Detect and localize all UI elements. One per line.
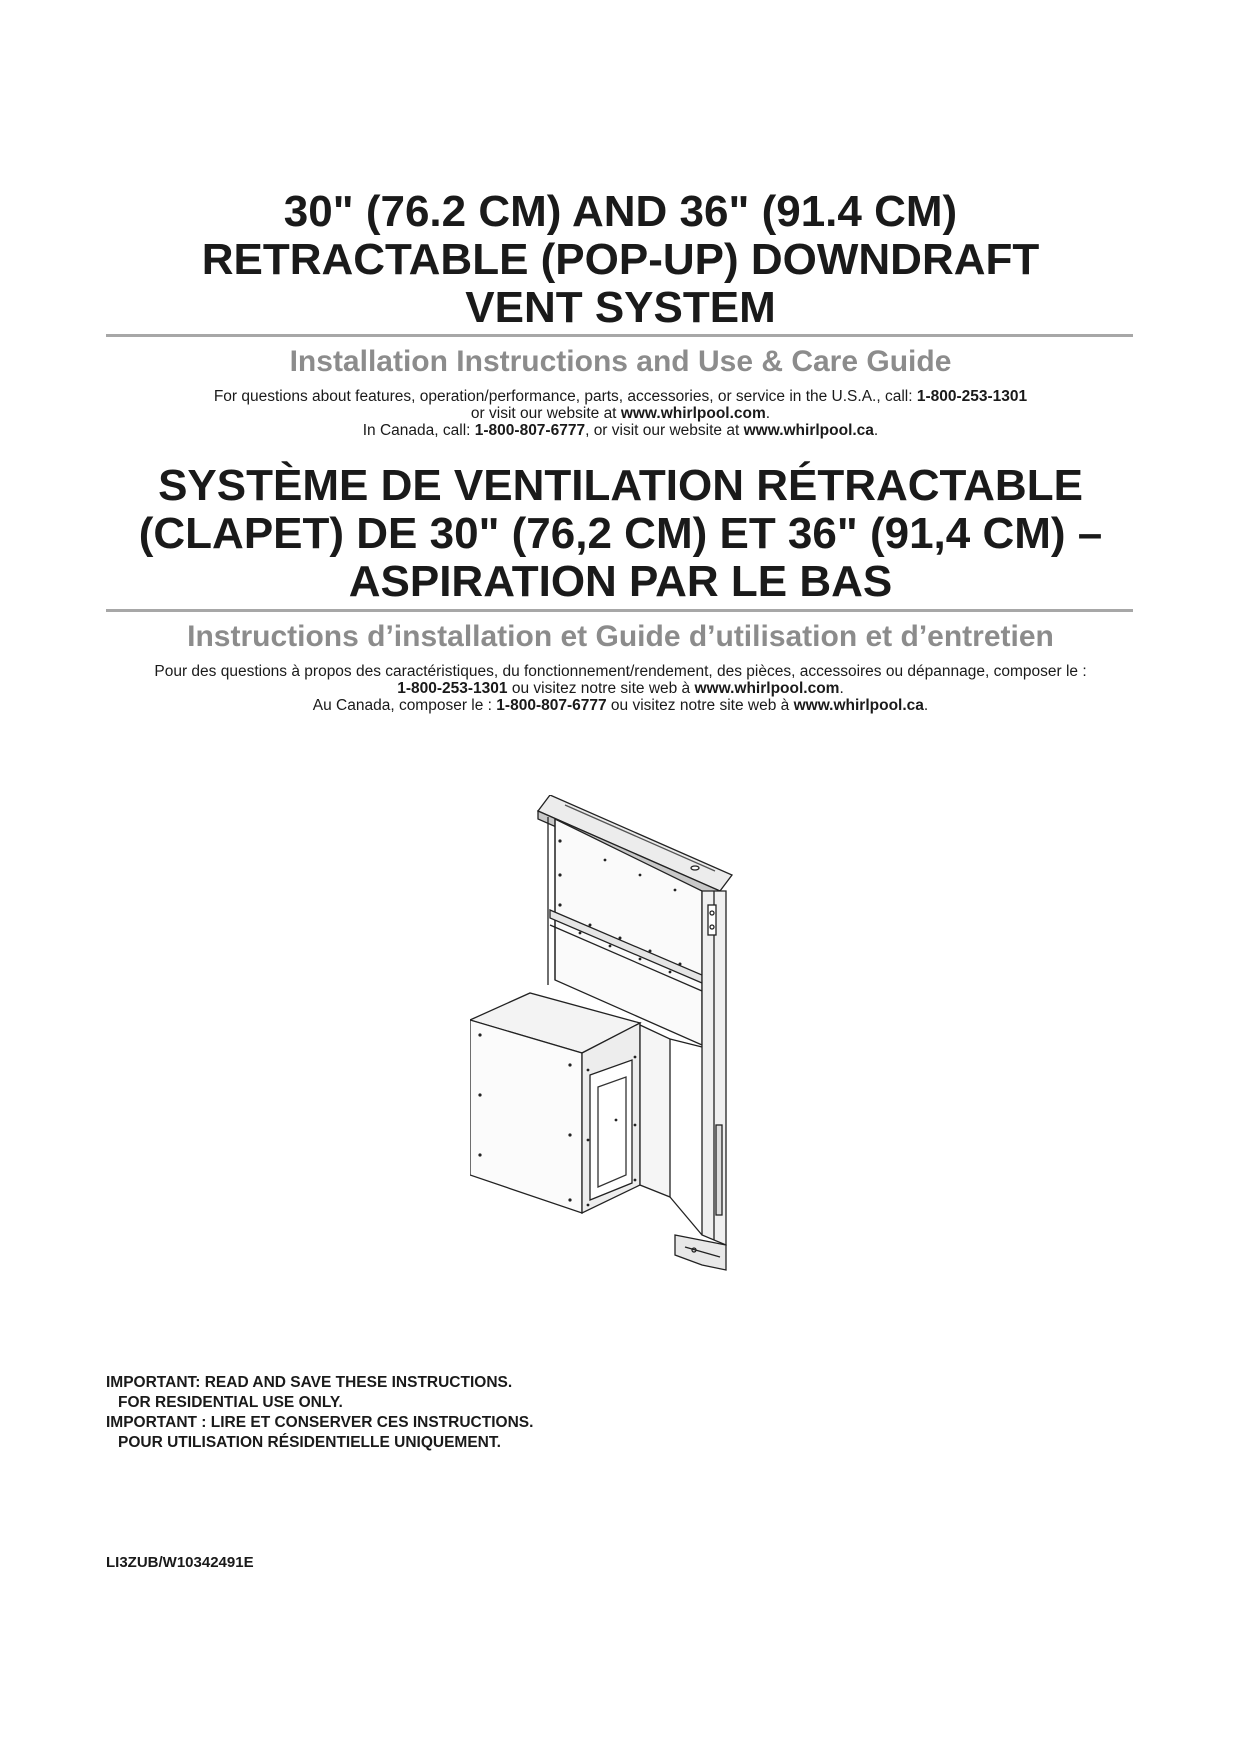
us-website: www.whirlpool.com: [694, 680, 840, 697]
contact-text: Au Canada, composer le :: [312, 697, 497, 714]
french-title-line-1: SYSTÈME DE VENTILATION RÉTRACTABLE: [158, 461, 1083, 510]
important-note-french: IMPORTANT : LIRE ET CONSERVER CES INSTRUCTIONS.: [106, 1414, 534, 1431]
french-divider: [106, 609, 1133, 612]
english-contact-info: [0, 388, 1241, 439]
us-website: www.whirlpool.com: [620, 405, 766, 422]
english-contact-line-2: [0, 405, 1241, 422]
english-title-line-2: RETRACTABLE (POP-UP) DOWNDRAFT: [201, 235, 1040, 284]
us-phone-number: 1-800-253-1301: [397, 680, 508, 697]
contact-text: ou visitez notre site web à: [606, 697, 794, 714]
punctuation: .: [873, 422, 879, 439]
french-contact-info: [0, 663, 1241, 714]
residential-note-french: POUR UTILISATION RÉSIDENTIELLE UNIQUEMENT.: [118, 1434, 501, 1451]
canada-phone-number: 1-800-807-6777: [474, 422, 586, 439]
contact-text: or visit our website at: [470, 405, 621, 422]
french-title-line-2: (CLAPET) DE 30" (76,2 CM) ET 36" (91,4 CM) –: [138, 509, 1103, 558]
contact-text: In Canada, call:: [362, 422, 475, 439]
document-code: LI3ZUB/W10342491E: [106, 1554, 254, 1571]
english-title-line-1: 30" (76.2 CM) AND 36" (91.4 CM): [283, 187, 958, 236]
punctuation: .: [839, 680, 844, 697]
canada-website: www.whirlpool.ca: [743, 422, 874, 439]
french-title: [0, 462, 1241, 606]
french-contact-line-2: [0, 680, 1241, 697]
english-contact-line-3: [0, 422, 1241, 439]
important-notes: [106, 1373, 533, 1453]
french-contact-line-1: Pour des questions à propos des caractéristiques, du fonctionnement/rendement, des pièces, accessoires ou dépannage, composer le :: [154, 663, 1087, 680]
english-title-line-3: VENT SYSTEM: [465, 283, 776, 332]
contact-text: For questions about features, operation/performance, parts, accessories, or service in the U.S.A., call:: [213, 388, 917, 405]
french-title-line-3: ASPIRATION PAR LE BAS: [348, 557, 893, 606]
punctuation: .: [765, 405, 771, 422]
us-phone-number: 1-800-253-1301: [916, 388, 1028, 405]
punctuation: .: [923, 697, 929, 714]
english-title: [0, 188, 1241, 332]
english-divider: [106, 334, 1133, 337]
residential-note-english: FOR RESIDENTIAL USE ONLY.: [118, 1394, 343, 1411]
english-contact-line-1: [0, 388, 1241, 405]
canada-website: www.whirlpool.ca: [793, 697, 924, 714]
canada-phone-number: 1-800-807-6777: [496, 697, 607, 714]
contact-text: ou visitez notre site web à: [507, 680, 695, 697]
important-note-english: IMPORTANT: READ AND SAVE THESE INSTRUCTIONS.: [106, 1374, 513, 1391]
english-subtitle: Installation Instructions and Use & Care Guide: [289, 345, 952, 378]
french-subtitle: Instructions d’installation et Guide d’utilisation et d’entretien: [187, 620, 1054, 653]
contact-text: , or visit our website at: [585, 422, 744, 439]
french-contact-line-3: [0, 697, 1241, 714]
downdraft-vent-illustration: [470, 795, 790, 1295]
